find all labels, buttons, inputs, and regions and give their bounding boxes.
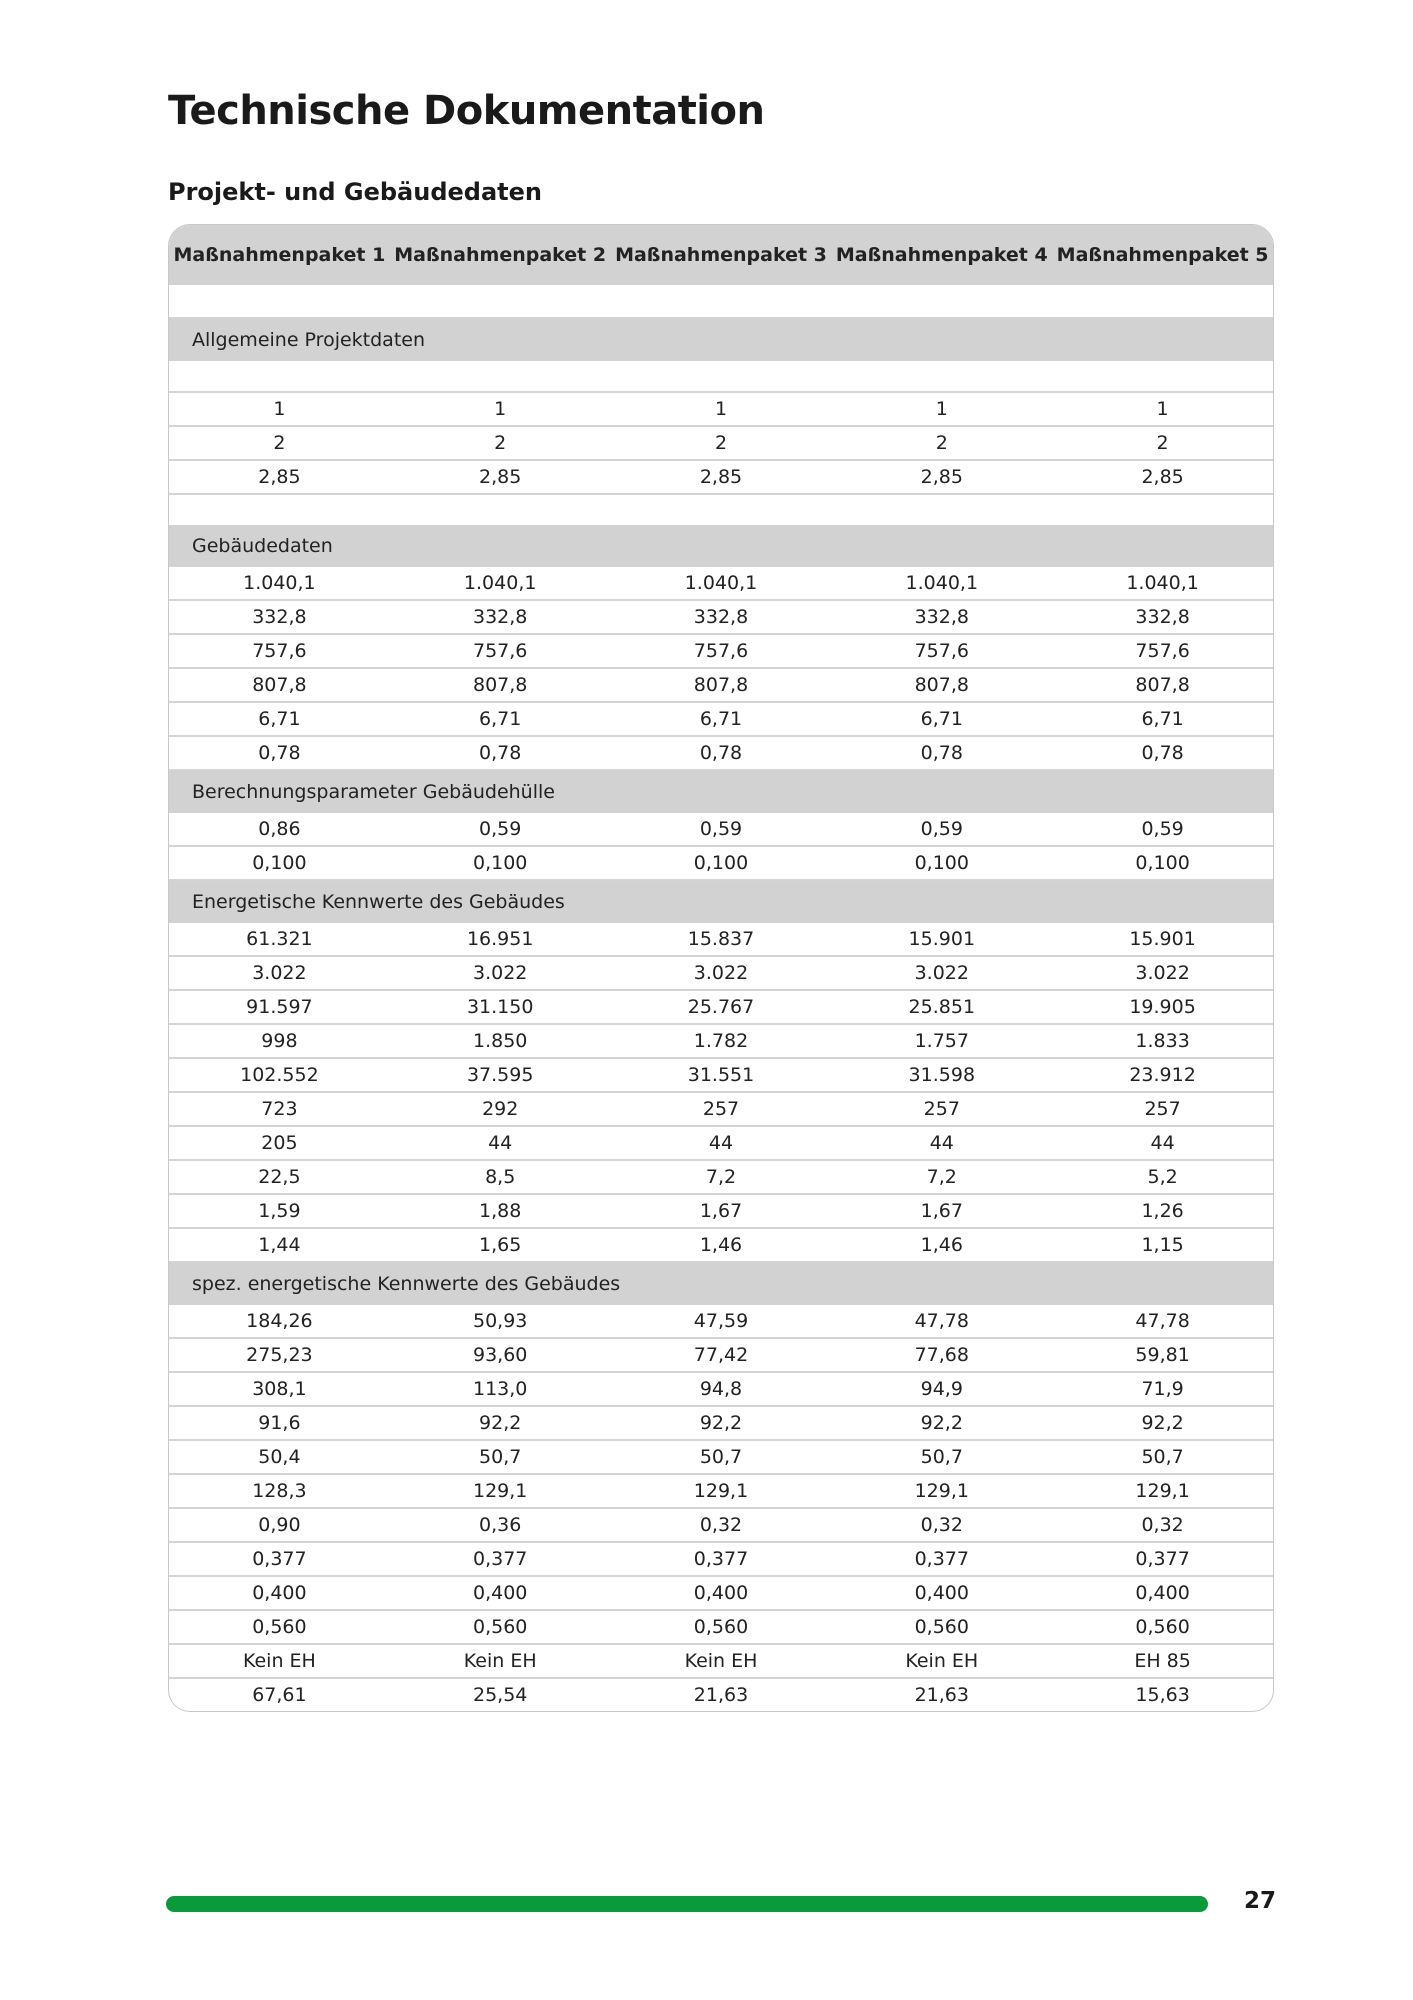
table-cell: 21,63 bbox=[914, 1684, 969, 1706]
table-cell: 3.022 bbox=[831, 956, 1052, 990]
table-cell: 0,59 bbox=[1052, 813, 1273, 846]
table-cell: 0,560 bbox=[169, 1610, 390, 1644]
table-cell: 113,0 bbox=[390, 1372, 611, 1406]
page-number: 27 bbox=[1243, 1888, 1276, 1914]
table-cell: 92,2 bbox=[1052, 1406, 1273, 1440]
table-row bbox=[169, 1644, 1273, 1678]
table-cell: 1 bbox=[611, 392, 832, 426]
table-cell: 31.150 bbox=[390, 990, 611, 1024]
group-label: spez. energetische Kennwerte des Gebäudes bbox=[169, 1262, 1273, 1305]
table-cell: 0,377 bbox=[169, 1542, 390, 1576]
table-cell: 44 bbox=[831, 1126, 1052, 1160]
table-cell: 129,1 bbox=[390, 1474, 611, 1508]
header-row bbox=[169, 225, 1273, 286]
table-cell: 16.951 bbox=[390, 923, 611, 956]
table-cell: 61.321 bbox=[169, 923, 390, 956]
group-header-row bbox=[169, 525, 1273, 567]
table-cell: 0,32 bbox=[1052, 1508, 1273, 1542]
table-cell: 15.837 bbox=[611, 923, 832, 956]
footer-bar bbox=[166, 1896, 1208, 1912]
table-cell: 3.022 bbox=[169, 956, 390, 990]
group-label: Energetische Kennwerte des Gebäudes bbox=[169, 880, 1273, 923]
table-cell: 1.040,1 bbox=[390, 567, 611, 600]
group-label: Berechnungsparameter Gebäudehülle bbox=[169, 770, 1273, 813]
table-row bbox=[169, 634, 1273, 668]
table-cell: 44 bbox=[390, 1126, 611, 1160]
table-cell: 2,85 bbox=[611, 460, 832, 494]
table-cell: 21,63 bbox=[693, 1684, 749, 1706]
table-cell: 0,78 bbox=[611, 736, 832, 770]
table-cell: 77,42 bbox=[611, 1338, 832, 1372]
table-cell: 0,560 bbox=[390, 1610, 611, 1644]
table-cell: 2 bbox=[169, 426, 390, 460]
table-row bbox=[169, 1024, 1273, 1058]
table-cell: 0,36 bbox=[390, 1508, 611, 1542]
table-cell: 0,100 bbox=[169, 846, 390, 880]
table-body bbox=[169, 286, 1273, 1711]
table-cell: 0,59 bbox=[611, 813, 832, 846]
table-header bbox=[169, 225, 1273, 286]
table-cell: 275,23 bbox=[169, 1338, 390, 1372]
table-cell: 2 bbox=[831, 426, 1052, 460]
table-row bbox=[169, 1058, 1273, 1092]
table-cell: 1,67 bbox=[611, 1194, 832, 1228]
table-row bbox=[169, 1228, 1273, 1262]
table-cell: 332,8 bbox=[169, 600, 390, 634]
table-cell: 757,6 bbox=[831, 634, 1052, 668]
table-row bbox=[169, 1508, 1273, 1542]
table-cell: 7,2 bbox=[831, 1160, 1052, 1194]
table-row bbox=[169, 1160, 1273, 1194]
table-cell: 1.850 bbox=[390, 1024, 611, 1058]
table-cell: 15.901 bbox=[1052, 923, 1273, 956]
table-cell: 31.551 bbox=[611, 1058, 832, 1092]
table-cell: 1.040,1 bbox=[611, 567, 832, 600]
spacer-row bbox=[169, 361, 1273, 392]
table-cell: 998 bbox=[169, 1024, 390, 1058]
table-cell: 50,4 bbox=[169, 1440, 390, 1474]
table-cell: 0,90 bbox=[169, 1508, 390, 1542]
table-cell: 91,6 bbox=[169, 1406, 390, 1440]
table-cell: 6,71 bbox=[831, 702, 1052, 736]
table-cell: 1,88 bbox=[390, 1194, 611, 1228]
table-cell: 1,59 bbox=[169, 1194, 390, 1228]
table-row bbox=[169, 668, 1273, 702]
table-cell: 47,59 bbox=[611, 1305, 832, 1338]
table-cell: 47,78 bbox=[831, 1305, 1052, 1338]
table-cell: 44 bbox=[611, 1126, 832, 1160]
page-title: Technische Dokumentation bbox=[168, 88, 765, 134]
table-cell: 1 bbox=[390, 392, 611, 426]
table-row bbox=[169, 736, 1273, 770]
table-row bbox=[169, 813, 1273, 846]
table-cell: 6,71 bbox=[1052, 702, 1273, 736]
table-row bbox=[169, 1474, 1273, 1508]
table-cell: 1 bbox=[169, 392, 390, 426]
table-cell: 15.901 bbox=[831, 923, 1052, 956]
table-cell: 0,400 bbox=[1052, 1576, 1273, 1610]
table-cell: 50,7 bbox=[1052, 1440, 1273, 1474]
group-header-row bbox=[169, 770, 1273, 813]
table-row bbox=[169, 392, 1273, 426]
table-cell: 47,78 bbox=[1052, 1305, 1273, 1338]
table-cell: 2,85 bbox=[831, 460, 1052, 494]
table-cell: 22,5 bbox=[169, 1160, 390, 1194]
table-cell: 1 bbox=[831, 392, 1052, 426]
table-cell: 292 bbox=[390, 1092, 611, 1126]
table-cell: 92,2 bbox=[831, 1406, 1052, 1440]
table-cell: Kein EH bbox=[390, 1644, 611, 1678]
table-row bbox=[169, 846, 1273, 880]
table-row bbox=[169, 956, 1273, 990]
table-cell: 332,8 bbox=[1052, 600, 1273, 634]
table-cell: 1.833 bbox=[1052, 1024, 1273, 1058]
table-cell: 2 bbox=[390, 426, 611, 460]
column-header-1: Maßnahmenpaket 1 bbox=[169, 225, 390, 286]
group-header-row bbox=[169, 318, 1273, 361]
table-cell: 128,3 bbox=[169, 1474, 390, 1508]
table-row bbox=[169, 426, 1273, 460]
table-row bbox=[169, 990, 1273, 1024]
table-cell: 184,26 bbox=[169, 1305, 390, 1338]
table-cell: 1,26 bbox=[1052, 1194, 1273, 1228]
table-cell: 50,7 bbox=[390, 1440, 611, 1474]
table-cell: 25.851 bbox=[831, 990, 1052, 1024]
table-cell: 92,2 bbox=[611, 1406, 832, 1440]
table-cell: Kein EH bbox=[611, 1644, 832, 1678]
table-cell: 6,71 bbox=[390, 702, 611, 736]
table-cell: 6,71 bbox=[611, 702, 832, 736]
table-cell: 129,1 bbox=[831, 1474, 1052, 1508]
section-title: Projekt- und Gebäudedaten bbox=[168, 178, 542, 206]
table-cell: 3.022 bbox=[390, 956, 611, 990]
table-cell: 71,9 bbox=[1052, 1372, 1273, 1406]
column-header-4: Maßnahmenpaket 4 bbox=[831, 225, 1052, 286]
table-cell: 2 bbox=[611, 426, 832, 460]
column-header-5: Maßnahmenpaket 5 bbox=[1052, 225, 1273, 286]
table-cell: 0,377 bbox=[390, 1542, 611, 1576]
table-cell: 257 bbox=[1052, 1092, 1273, 1126]
table-cell: 25.767 bbox=[611, 990, 832, 1024]
table-cell: 205 bbox=[169, 1126, 390, 1160]
table-cell: 0,400 bbox=[169, 1576, 390, 1610]
table-row bbox=[169, 1338, 1273, 1372]
table-cell: 0,400 bbox=[831, 1576, 1052, 1610]
table-row bbox=[169, 1576, 1273, 1610]
table-cell: 0,78 bbox=[1052, 736, 1273, 770]
table-cell: 2,85 bbox=[169, 460, 390, 494]
table-cell: 332,8 bbox=[611, 600, 832, 634]
table-cell: 67,61 bbox=[252, 1684, 307, 1706]
table-cell: 15,63 bbox=[1135, 1684, 1190, 1706]
table-cell: 257 bbox=[611, 1092, 832, 1126]
table-cell: 59,81 bbox=[1052, 1338, 1273, 1372]
table-cell: 3.022 bbox=[1052, 956, 1273, 990]
table-cell: 2 bbox=[1052, 426, 1273, 460]
spacer-cell bbox=[169, 286, 1273, 318]
table-cell: 0,32 bbox=[611, 1508, 832, 1542]
table-cell: 94,8 bbox=[611, 1372, 832, 1406]
table-cell: 332,8 bbox=[831, 600, 1052, 634]
table-cell: 5,2 bbox=[1052, 1160, 1273, 1194]
table-cell: 332,8 bbox=[390, 600, 611, 634]
table-cell: 6,71 bbox=[169, 702, 390, 736]
spacer-cell bbox=[169, 361, 1273, 392]
table-row bbox=[169, 460, 1273, 494]
table-cell: 723 bbox=[169, 1092, 390, 1126]
table-cell: 0,86 bbox=[169, 813, 390, 846]
table-cell: 0,400 bbox=[611, 1576, 832, 1610]
group-header-row bbox=[169, 880, 1273, 923]
table-row bbox=[169, 1372, 1273, 1406]
table-cell: 44 bbox=[1052, 1126, 1273, 1160]
table-row bbox=[169, 1194, 1273, 1228]
table-cell: 50,7 bbox=[831, 1440, 1052, 1474]
table-cell: 23.912 bbox=[1052, 1058, 1273, 1092]
table-cell: 1,15 bbox=[1052, 1228, 1273, 1262]
table-cell: 92,2 bbox=[390, 1406, 611, 1440]
table-cell: 37.595 bbox=[390, 1058, 611, 1092]
table-cell: 1 bbox=[1052, 392, 1273, 426]
spacer-row bbox=[169, 494, 1273, 525]
table-row bbox=[169, 923, 1273, 956]
table-row bbox=[169, 1440, 1273, 1474]
table-cell: 25,54 bbox=[472, 1684, 528, 1706]
table-cell: 0,400 bbox=[390, 1576, 611, 1610]
table-row bbox=[169, 702, 1273, 736]
table-cell: 1,44 bbox=[169, 1228, 390, 1262]
table-cell: 1.040,1 bbox=[1052, 567, 1273, 600]
table-cell: 757,6 bbox=[390, 634, 611, 668]
table-cell: 129,1 bbox=[611, 1474, 832, 1508]
table-cell: 1.782 bbox=[611, 1024, 832, 1058]
table-cell: 0,377 bbox=[611, 1542, 832, 1576]
table-row bbox=[169, 1542, 1273, 1576]
table-row bbox=[169, 600, 1273, 634]
group-label: Gebäudedaten bbox=[169, 525, 1273, 567]
table-cell: 129,1 bbox=[1052, 1474, 1273, 1508]
table-cell: 807,8 bbox=[611, 668, 832, 702]
table-cell: 757,6 bbox=[1052, 634, 1273, 668]
table-cell: 1.040,1 bbox=[831, 567, 1052, 600]
table-cell: 0,78 bbox=[831, 736, 1052, 770]
table-cell: 1.040,1 bbox=[169, 567, 390, 600]
table-row bbox=[169, 1678, 1273, 1711]
table-cell: 50,7 bbox=[611, 1440, 832, 1474]
table-cell: 0,560 bbox=[1052, 1610, 1273, 1644]
data-table-container bbox=[168, 224, 1274, 1712]
table-cell: 91.597 bbox=[169, 990, 390, 1024]
table-row bbox=[169, 1305, 1273, 1338]
table-row bbox=[169, 1092, 1273, 1126]
table-cell: 77,68 bbox=[831, 1338, 1052, 1372]
table-cell: 0,59 bbox=[390, 813, 611, 846]
table-cell: 102.552 bbox=[169, 1058, 390, 1092]
table-cell: 308,1 bbox=[169, 1372, 390, 1406]
table-cell: 8,5 bbox=[390, 1160, 611, 1194]
table-cell: 0,32 bbox=[831, 1508, 1052, 1542]
table-cell: 0,59 bbox=[831, 813, 1052, 846]
table-cell: 757,6 bbox=[169, 634, 390, 668]
data-table bbox=[169, 225, 1273, 1711]
table-row bbox=[169, 1406, 1273, 1440]
table-cell: 1,65 bbox=[390, 1228, 611, 1262]
table-cell: 93,60 bbox=[390, 1338, 611, 1372]
column-header-3: Maßnahmenpaket 3 bbox=[611, 225, 832, 286]
table-cell: 94,9 bbox=[831, 1372, 1052, 1406]
table-cell: 257 bbox=[831, 1092, 1052, 1126]
table-cell: EH 85 bbox=[1052, 1644, 1273, 1678]
table-cell: 1,67 bbox=[831, 1194, 1052, 1228]
table-cell: 0,100 bbox=[390, 846, 611, 880]
table-row bbox=[169, 1126, 1273, 1160]
table-cell: Kein EH bbox=[831, 1644, 1052, 1678]
table-cell: 0,100 bbox=[1052, 846, 1273, 880]
table-cell: 19.905 bbox=[1052, 990, 1273, 1024]
table-cell: 1,46 bbox=[831, 1228, 1052, 1262]
table-cell: 2,85 bbox=[390, 460, 611, 494]
group-label: Allgemeine Projektdaten bbox=[169, 318, 1273, 361]
table-row bbox=[169, 567, 1273, 600]
table-cell: 807,8 bbox=[831, 668, 1052, 702]
table-cell: 807,8 bbox=[169, 668, 390, 702]
table-cell: 0,100 bbox=[611, 846, 832, 880]
table-cell: 0,78 bbox=[169, 736, 390, 770]
table-cell: 0,377 bbox=[831, 1542, 1052, 1576]
table-cell: 0,560 bbox=[831, 1610, 1052, 1644]
spacer-row bbox=[169, 286, 1273, 318]
table-cell: 3.022 bbox=[611, 956, 832, 990]
table-cell: 0,78 bbox=[390, 736, 611, 770]
table-cell: 0,377 bbox=[1052, 1542, 1273, 1576]
table-cell: Kein EH bbox=[169, 1644, 390, 1678]
table-cell: 0,100 bbox=[831, 846, 1052, 880]
table-cell: 31.598 bbox=[831, 1058, 1052, 1092]
spacer-cell bbox=[169, 494, 1273, 525]
table-row bbox=[169, 1610, 1273, 1644]
table-cell: 7,2 bbox=[611, 1160, 832, 1194]
column-header-2: Maßnahmenpaket 2 bbox=[390, 225, 611, 286]
table-cell: 50,93 bbox=[390, 1305, 611, 1338]
table-cell: 807,8 bbox=[1052, 668, 1273, 702]
group-header-row bbox=[169, 1262, 1273, 1305]
table-cell: 757,6 bbox=[611, 634, 832, 668]
table-cell: 1,46 bbox=[611, 1228, 832, 1262]
table-cell: 2,85 bbox=[1052, 460, 1273, 494]
table-cell: 1.757 bbox=[831, 1024, 1052, 1058]
table-cell: 0,560 bbox=[611, 1610, 832, 1644]
table-cell: 807,8 bbox=[390, 668, 611, 702]
